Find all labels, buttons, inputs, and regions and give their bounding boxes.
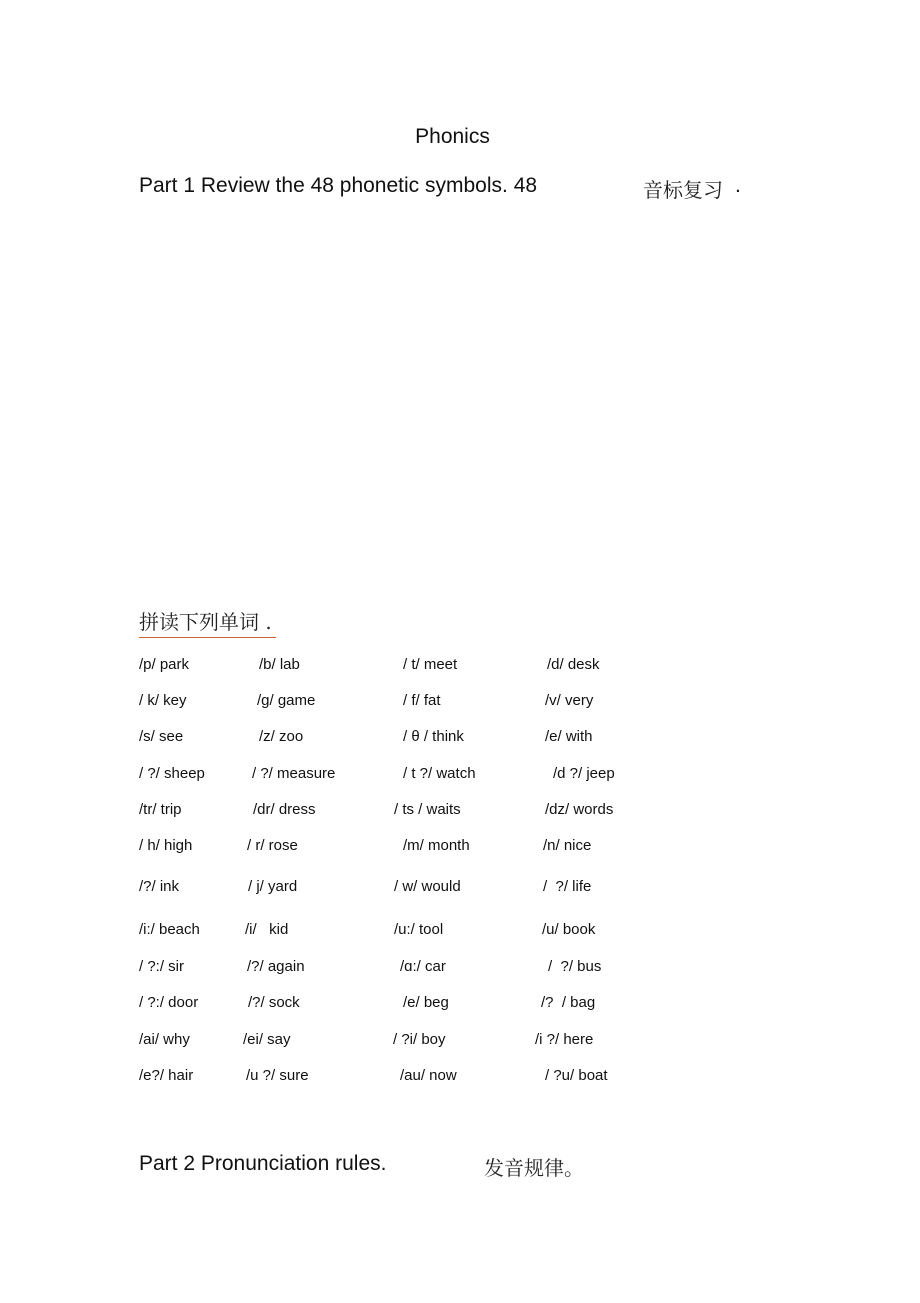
phonics-entry: /d/ desk	[547, 656, 600, 673]
phonics-row	[0, 921, 920, 943]
phonics-entry: /i/ kid	[245, 921, 289, 938]
phonics-entry: /e/ with	[545, 728, 593, 745]
phonics-entry: / ?:/ door	[139, 994, 199, 1011]
phonics-entry: / w/ would	[394, 878, 461, 895]
phonics-entry: /au/ now	[400, 1067, 457, 1084]
spelling-instruction: 拼读下列单词 .	[139, 606, 276, 638]
phonics-entry: /tr/ trip	[139, 801, 182, 818]
phonics-entry: / h/ high	[139, 837, 193, 854]
phonics-entry: /u/ book	[542, 921, 596, 938]
phonics-entry: /n/ nice	[543, 837, 592, 854]
phonics-entry: / ?i/ boy	[393, 1031, 446, 1048]
phonics-entry: / ?u/ boat	[545, 1067, 608, 1084]
phonics-entry: / j/ yard	[248, 878, 298, 895]
phonics-entry: /m/ month	[403, 837, 470, 854]
phonics-row	[0, 801, 920, 823]
phonics-entry: / ?:/ sir	[139, 958, 185, 975]
part1-chinese-label: 音标复习	[643, 178, 723, 202]
phonics-entry: /?/ sock	[248, 994, 300, 1011]
phonics-row	[0, 728, 920, 750]
phonics-row	[0, 1067, 920, 1089]
phonics-row	[0, 878, 920, 900]
part2-heading: Part 2 Pronunciation rules.	[139, 1152, 387, 1175]
phonics-entry: /dr/ dress	[253, 801, 316, 818]
phonics-entry: /ɑ:/ car	[400, 958, 446, 975]
phonics-entry: /g/ game	[257, 692, 316, 709]
phonics-entry: /dz/ words	[545, 801, 614, 818]
phonics-entry: /s/ see	[139, 728, 184, 745]
phonics-entry: /d ?/ jeep	[553, 765, 615, 782]
phonics-entry: / ?/ sheep	[139, 765, 205, 782]
part1-trailing-dot: .	[735, 174, 741, 197]
phonics-entry: /?/ ink	[139, 878, 180, 895]
phonics-entry: / ?/ bus	[548, 958, 602, 975]
phonics-entry: / ?/ life	[543, 878, 592, 895]
phonics-row	[0, 692, 920, 714]
phonics-entry: / ts / waits	[394, 801, 461, 818]
phonics-entry: /z/ zoo	[259, 728, 304, 745]
phonics-entry: /i:/ beach	[139, 921, 200, 938]
phonics-entry: / t/ meet	[403, 656, 458, 673]
phonics-entry: /b/ lab	[259, 656, 300, 673]
page-title: Phonics	[415, 125, 490, 148]
phonics-entry: /i ?/ here	[535, 1031, 594, 1048]
part2-chinese-label: 发音规律。	[484, 1156, 584, 1180]
phonics-row	[0, 1031, 920, 1053]
phonics-row	[0, 765, 920, 787]
phonics-entry: /e/ beg	[403, 994, 449, 1011]
phonics-entry: /v/ very	[545, 692, 594, 709]
phonics-entry: / k/ key	[139, 692, 187, 709]
phonics-entry: / f/ fat	[403, 692, 441, 709]
phonics-entry: /ai/ why	[139, 1031, 190, 1048]
phonics-row	[0, 958, 920, 980]
phonics-entry: /? / bag	[541, 994, 596, 1011]
phonics-entry: /u:/ tool	[394, 921, 444, 938]
phonics-entry: /u ?/ sure	[246, 1067, 309, 1084]
phonics-row	[0, 994, 920, 1016]
phonics-entry: / t ?/ watch	[403, 765, 476, 782]
phonics-entry: / ?/ measure	[252, 765, 336, 782]
part1-heading: Part 1 Review the 48 phonetic symbols. 48	[139, 174, 538, 197]
phonics-entry: /p/ park	[139, 656, 190, 673]
phonics-row	[0, 656, 920, 678]
phonics-entry: /?/ again	[247, 958, 305, 975]
phonics-entry: / r/ rose	[247, 837, 298, 854]
phonics-entry: /ei/ say	[243, 1031, 291, 1048]
phonics-entry: / θ / think	[403, 728, 464, 745]
phonics-row	[0, 837, 920, 859]
phonics-entry: /e?/ hair	[139, 1067, 194, 1084]
